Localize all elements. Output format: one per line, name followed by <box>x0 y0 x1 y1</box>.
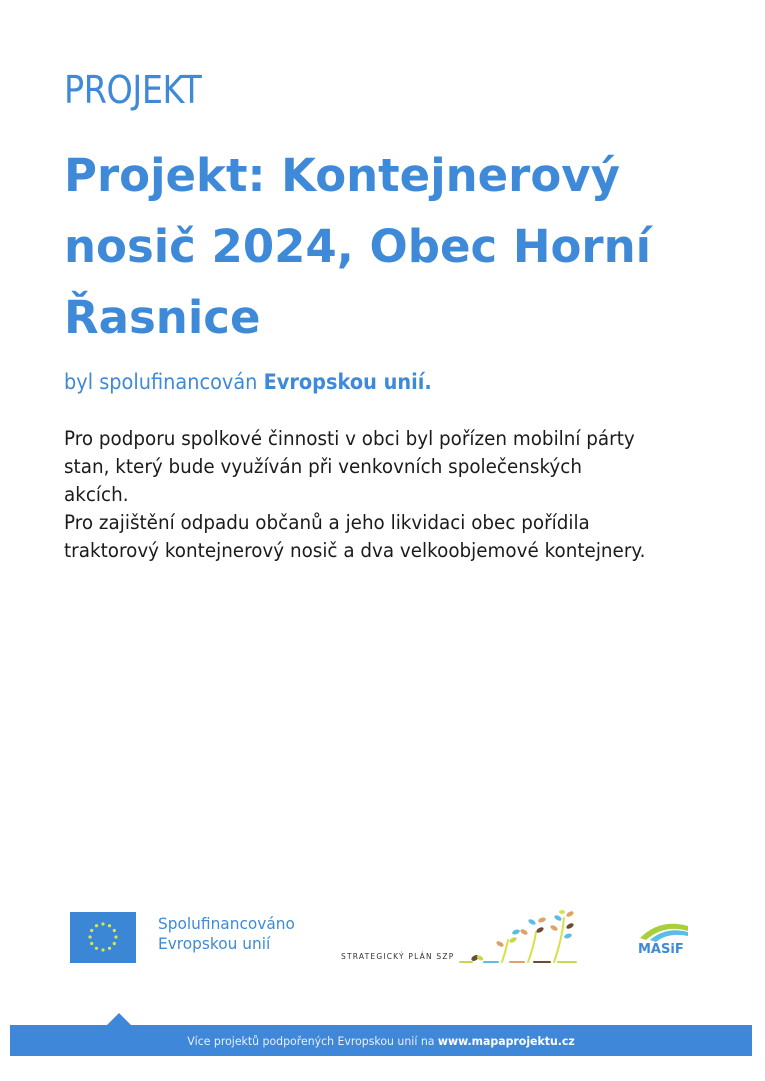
funding-statement <box>64 370 432 394</box>
description-line: traktorový kontejnerový nosič a dva velkoobjemové kontejnery. <box>64 539 646 562</box>
eu-flag-icon <box>70 912 136 963</box>
masif-logo-icon <box>636 916 692 960</box>
szp-label: STRATEGICKÝ PLÁN SZP <box>341 952 455 961</box>
sprouting-plants-icon <box>458 910 583 970</box>
footer-text <box>187 1034 575 1048</box>
project-title: Projekt: Kontejnerový nosič 2024, Obec Horní Řasnice <box>64 149 652 344</box>
eu-cofinanced-label <box>158 914 301 954</box>
eu-label-line1: Spolufinancováno <box>158 914 295 933</box>
mapaprojektu-link[interactable]: www.mapaprojektu.cz <box>437 1033 575 1048</box>
footer-text-prefix: Více projektů podpořených Evropskou unií na <box>187 1033 438 1048</box>
funding-statement-prefix: byl spolufinancován <box>64 370 264 394</box>
funding-statement-emphasis: Evropskou unií. <box>263 370 432 394</box>
description-line: akcích. <box>64 483 129 506</box>
description-line: stan, který bude využíván při venkovních společenských <box>64 455 582 478</box>
description-line: Pro zajištění odpadu občanů a jeho likvidaci obec pořídila <box>64 511 590 534</box>
footer-banner-notch <box>107 1013 131 1025</box>
description-line: Pro podporu spolkové činnosti v obci byl pořízen mobilní párty <box>64 427 635 450</box>
svg-text:MASiF: MASiF <box>638 942 684 956</box>
footer-banner <box>10 1025 752 1056</box>
document-eyebrow: PROJEKT <box>64 68 202 112</box>
eu-label-line2: Evropskou unií <box>158 934 271 953</box>
logo-strip <box>0 900 765 980</box>
project-description <box>64 425 724 565</box>
